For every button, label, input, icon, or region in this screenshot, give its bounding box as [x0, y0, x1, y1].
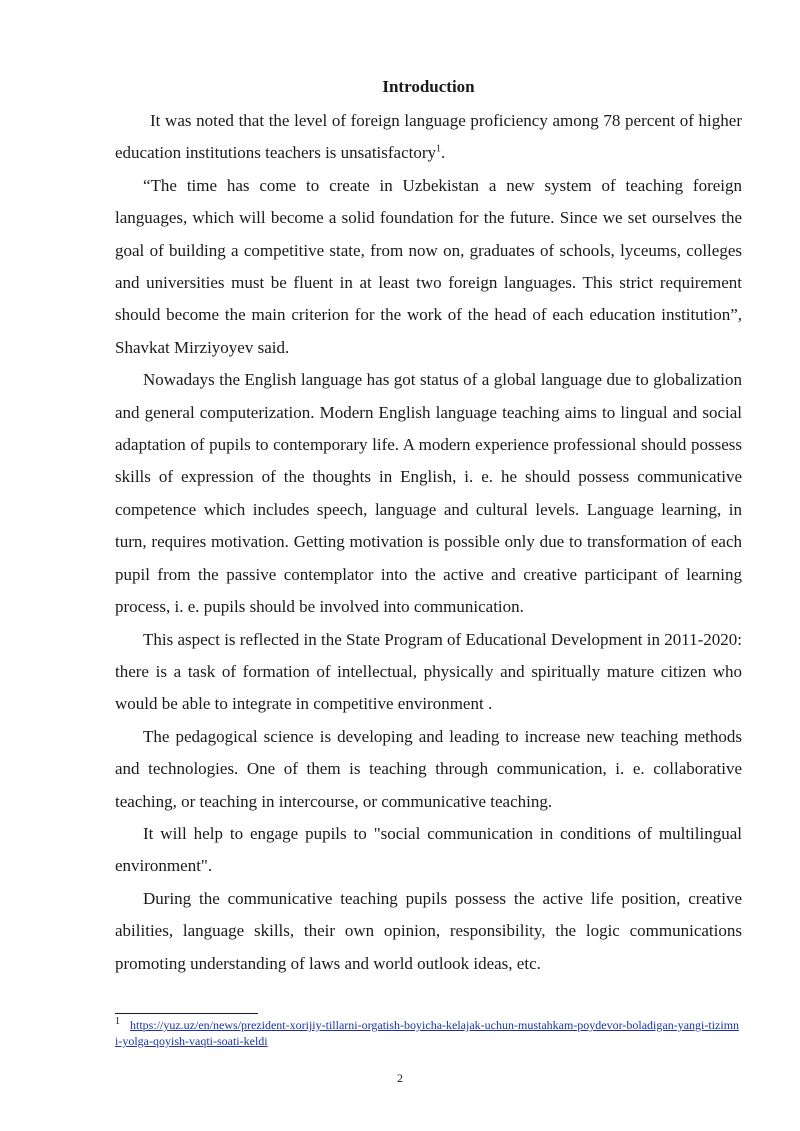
body-text — [115, 105, 742, 980]
paragraph-3: Nowadays the English language has got status of a global language due to globalization and general computerization. Modern English language teaching aims to lingual and social adaptation of pupils to contemporary life. A modern experience professional should possess skills of expression of the thoughts in English, i. e. he should possess communicative competence which includes speech, language and cultural levels. Language learning, in turn, requires motivation. Getting motivation is possible only due to transformation of each pupil from the passive contemplator into the active and creative participant of learning process, i. e. pupils should be involved into communication. — [115, 370, 742, 617]
section-title: Introduction — [382, 77, 475, 96]
paragraph-1 — [115, 105, 742, 170]
footnote — [115, 1017, 742, 1049]
paragraph-2: “The time has come to create in Uzbekistan a new system of teaching foreign languages, which will become a solid foundation for the future. Since we set ourselves the goal of building a competitive state, from now on, graduates of schools, lyceums, colleges and universities must be fluent in at least two foreign languages. This strict requirement should become the main criterion for the work of the head of each education institution”, Shavkat Mirziyoyev said. — [115, 175, 742, 357]
footnote-divider — [115, 1013, 258, 1014]
paragraph-6: It will help to engage pupils to "social communication in conditions of multilingual environment". — [115, 823, 742, 876]
paragraph-5: The pedagogical science is developing and leading to increase new teaching methods and technologies. One of them is teaching through communication, i. e. collaborative teaching, or teaching in intercourse, or communicative teaching. — [115, 726, 742, 811]
paragraph-1-end: . — [441, 143, 446, 163]
footnote-mark: 1 — [115, 1016, 120, 1027]
paragraph-4: This aspect is reflected in the State Program of Educational Development in 2011-2020: there is a task of formation of intellectual, physically and spiritually mature citizen who would be able to integrate in competitive environment . — [115, 629, 742, 714]
footnote-link[interactable]: https://yuz.uz/en/news/prezident-xorijiy-tillarni-orgatish-boyicha-kelajak-uchun-mustahkam-poydevor-boladigan-yangi-tizimni-yolga-qoyish-vaqti-soati-keldi — [115, 1018, 740, 1048]
paragraph-1-text: It was noted that the level of foreign language proficiency among 78 percent of higher education institutions teachers is unsatisfactory — [115, 111, 742, 163]
footnote-reference[interactable]: 1 — [436, 143, 442, 155]
page-number: 2 — [397, 1071, 403, 1085]
paragraph-7: During the communicative teaching pupils possess the active life position, creative abilities, language skills, their own opinion, responsibility, the logic communications promoting understanding of laws and world outlook ideas, etc. — [115, 888, 742, 973]
